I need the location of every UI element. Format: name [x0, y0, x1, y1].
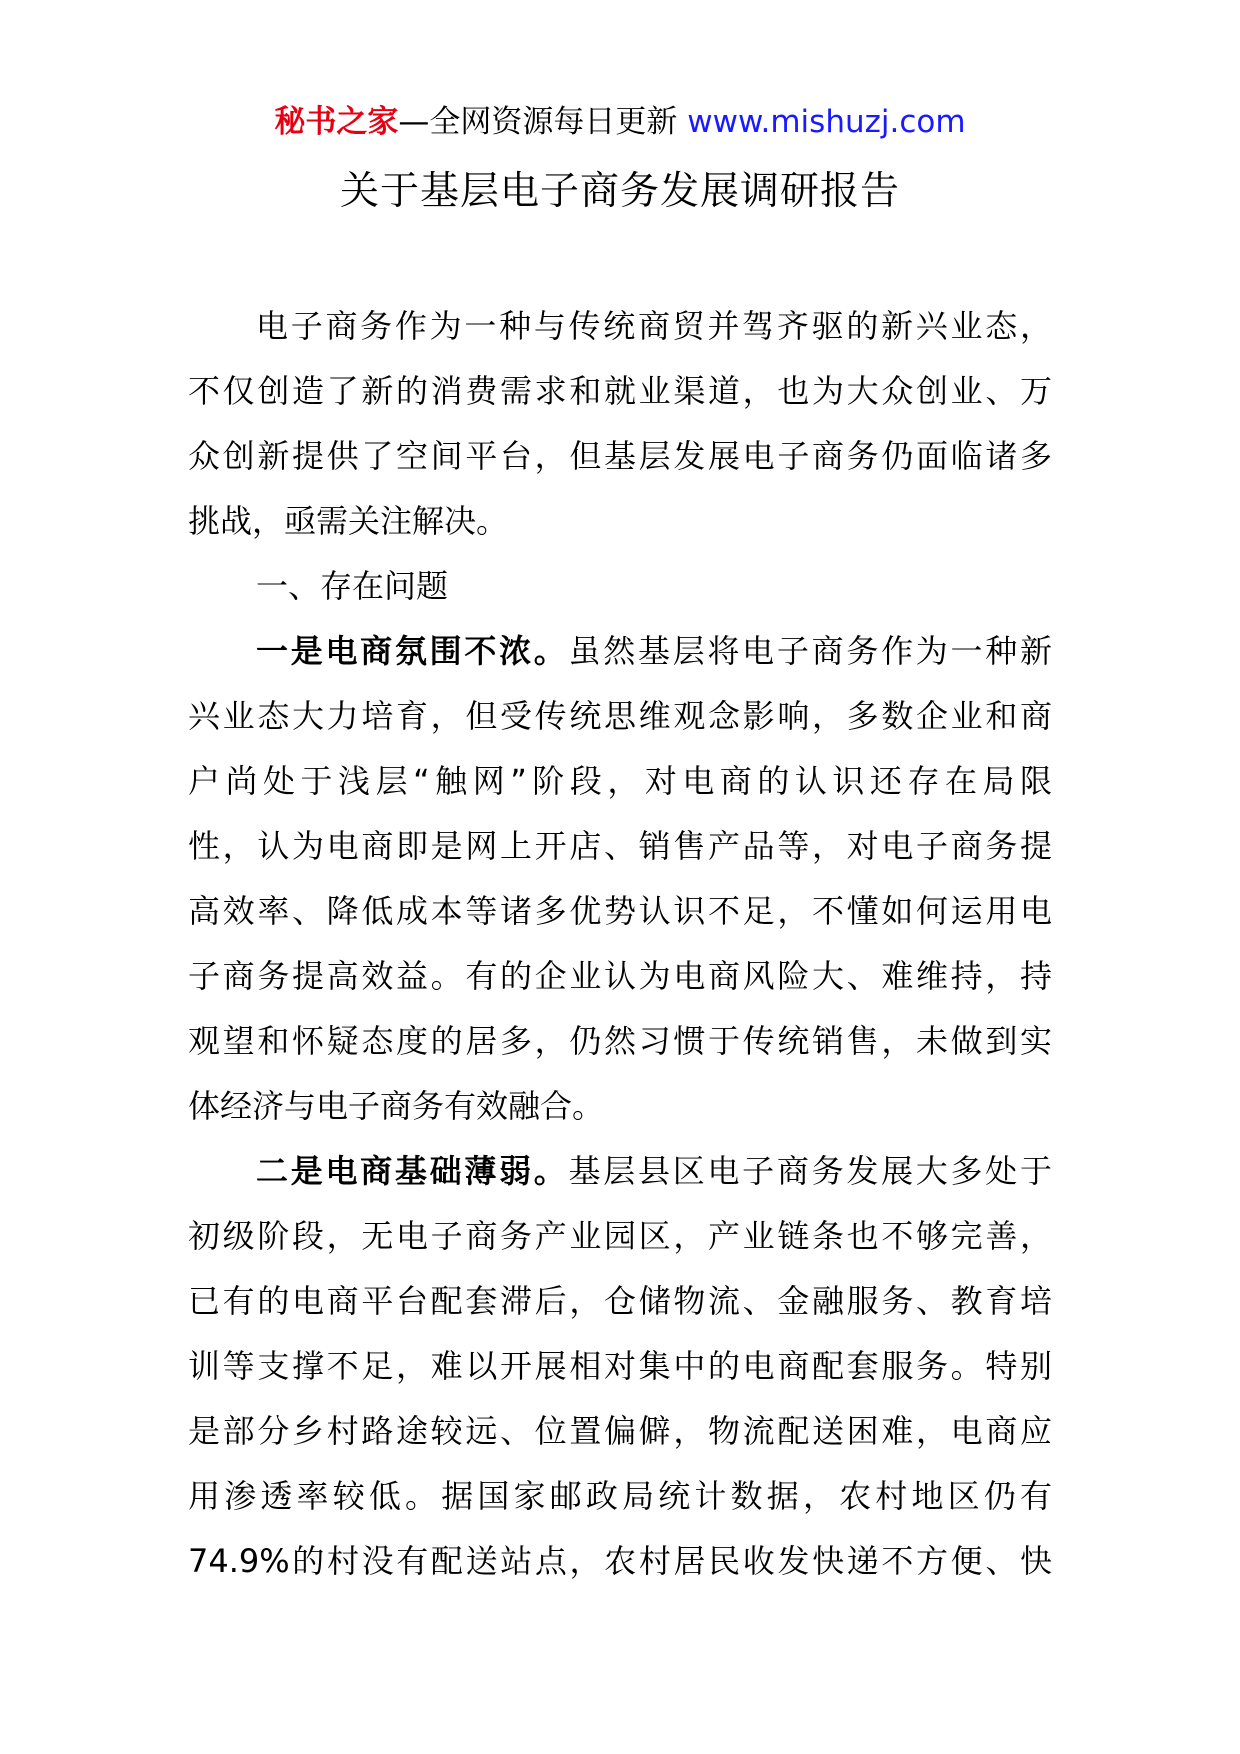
intro-line-2: 不仅创造了新的消费需求和就业渠道，也为大众创业、万 — [188, 372, 1052, 410]
point1-line: 子商务提高效益。有的企业认为电商风险大、难维持，持 — [188, 957, 1052, 995]
site-url-link[interactable]: www.mishuzj.com — [687, 104, 966, 140]
intro-line-3: 众创新提供了空间平台，但基层发展电子商务仍面临诸多 — [188, 437, 1052, 475]
point1-first-line-rest: 虽然基层将电子商务作为一种新 — [568, 632, 1052, 670]
point2-line: 74.9%的村没有配送站点，农村居民收发快递不方便、快 — [188, 1542, 1052, 1580]
site-banner — [0, 100, 1240, 144]
point2-first-line-rest: 基层县区电子商务发展大多处于 — [568, 1152, 1052, 1190]
point2-line: 已有的电商平台配套滞后，仓储物流、金融服务、教育培 — [188, 1282, 1052, 1320]
section-heading: 一、存在问题 — [256, 567, 449, 605]
point1-line: 户尚处于浅层“触网”阶段，对电商的认识还存在局限 — [188, 762, 1052, 800]
document-title: 关于基层电子商务发展调研报告 — [339, 169, 900, 214]
point1-line: 观望和怀疑态度的居多，仍然习惯于传统销售，未做到实 — [188, 1022, 1052, 1060]
point1-line: 性，认为电商即是网上开店、销售产品等，对电子商务提 — [188, 827, 1052, 865]
point1-lead: 一是电商氛围不浓。 — [256, 632, 569, 670]
intro-line-4: 挑战，亟需关注解决。 — [188, 502, 509, 540]
point1-first-line — [188, 619, 1052, 684]
document-body — [188, 294, 1052, 1594]
point1-line: 高效率、降低成本等诸多优势认识不足，不懂如何运用电 — [188, 892, 1052, 930]
banner-tagline: —全网资源每日更新 — [398, 104, 678, 140]
point2-line: 用渗透率较低。据国家邮政局统计数据，农村地区仍有 — [188, 1477, 1052, 1515]
point2-line: 训等支撑不足，难以开展相对集中的电商配套服务。特别 — [188, 1347, 1052, 1385]
point1-line: 体经济与电子商务有效融合。 — [188, 1087, 605, 1125]
intro-line-1: 电子商务作为一种与传统商贸并驾齐驱的新兴业态， — [256, 307, 1052, 345]
brand-name: 秘书之家 — [274, 104, 399, 140]
point1-line: 兴业态大力培育，但受传统思维观念影响，多数企业和商 — [188, 697, 1052, 735]
point2-lead: 二是电商基础薄弱。 — [256, 1152, 569, 1190]
point2-first-line — [188, 1139, 1052, 1204]
point2-line: 是部分乡村路途较远、位置偏僻，物流配送困难，电商应 — [188, 1412, 1052, 1450]
point2-line: 初级阶段，无电子商务产业园区，产业链条也不够完善， — [188, 1217, 1052, 1255]
